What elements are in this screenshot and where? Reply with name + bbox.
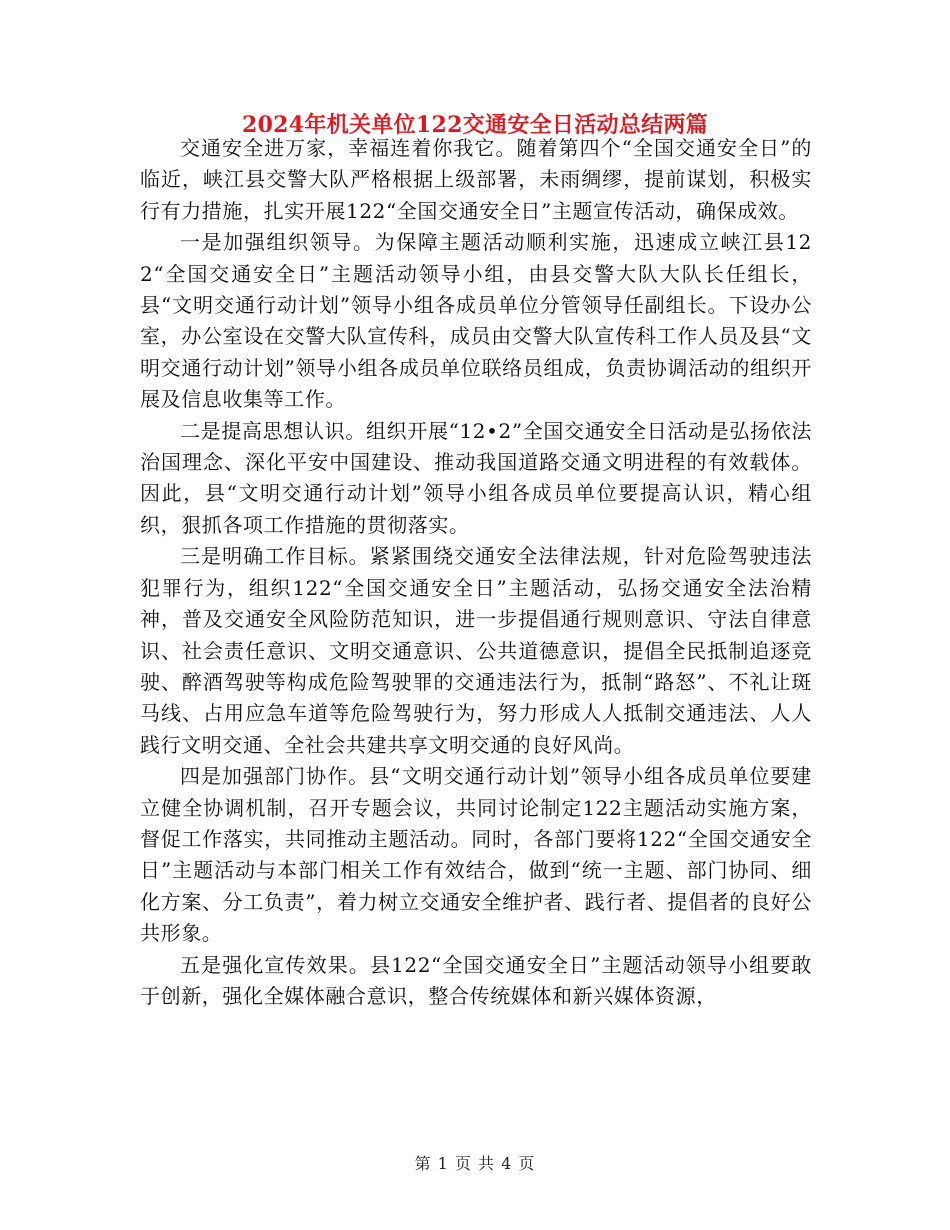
- paragraph-publicity: 五是强化宣传效果。县122“全国交通安全日”主题活动领导小组要敢于创新，强化全媒体融合意识，整合传统媒体和新兴媒体资源，: [140, 952, 812, 1008]
- paragraph-organization: 一是加强组织领导。为保障主题活动顺利实施，迅速成立峡江县122“全国交通安全日”主题活动领导小组，由县交警大队大队长任组长，县“文明交通行动计划”领导小组各成员单位分管领导任副组长。下设办公室，办公室设在交警大队宣传科，成员由交警大队宣传科工作人员及县“文明交通行动计划”领导小组各成员单位联络员组成，负责协调活动的组织开展及信息收集等工作。: [140, 230, 812, 412]
- document-title: 2024年机关单位122交通安全日活动总结两篇: [241, 112, 709, 138]
- page-number-footer: 第 1 页 共 4 页: [414, 1154, 536, 1173]
- paragraph-awareness: 二是提高思想认识。组织开展“12•2”全国交通安全日活动是弘扬依法治国理念、深化平安中国建设、推动我国道路交通文明进程的有效载体。因此，县“文明交通行动计划”领导小组各成员单位要提高认识，精心组织，狠抓各项工作措施的贯彻落实。: [140, 418, 812, 537]
- paragraph-intro: 交通安全进万家，幸福连着你我它。随着第四个“全国交通安全日”的临近，峡江县交警大队严格根据上级部署，未雨绸缪，提前谋划，积极实行有力措施，扎实开展122“全国交通安全日”主题宣传活动，确保成效。: [140, 136, 812, 223]
- paragraph-cooperation: 四是加强部门协作。县“文明交通行动计划”领导小组各成员单位要建立健全协调机制，召开专题会议，共同讨论制定122主题活动实施方案，督促工作落实，共同推动主题活动。同时，各部门要将122“全国交通安全日”主题活动与本部门相关工作有效结合，做到“统一主题、部门协同、细化方案、分工负责”，着力树立交通安全维护者、践行者、提倡者的良好公共形象。: [140, 764, 812, 946]
- paragraph-goals: 三是明确工作目标。紧紧围绕交通安全法律法规，针对危险驾驶违法犯罪行为，组织122“全国交通安全日”主题活动，弘扬交通安全法治精神，普及交通安全风险防范知识，进一步提倡通行规则意识、守法自律意识、社会责任意识、文明交通意识、公共道德意识，提倡全民抵制追逐竞驶、醉酒驾驶等构成危险驾驶罪的交通违法行为，抵制“路怒”、不礼让斑马线、占用应急车道等危险驾驶行为，努力形成人人抵制交通违法、人人践行文明交通、全社会共建共享文明交通的良好风尚。: [140, 544, 812, 757]
- document-body: [140, 133, 812, 1012]
